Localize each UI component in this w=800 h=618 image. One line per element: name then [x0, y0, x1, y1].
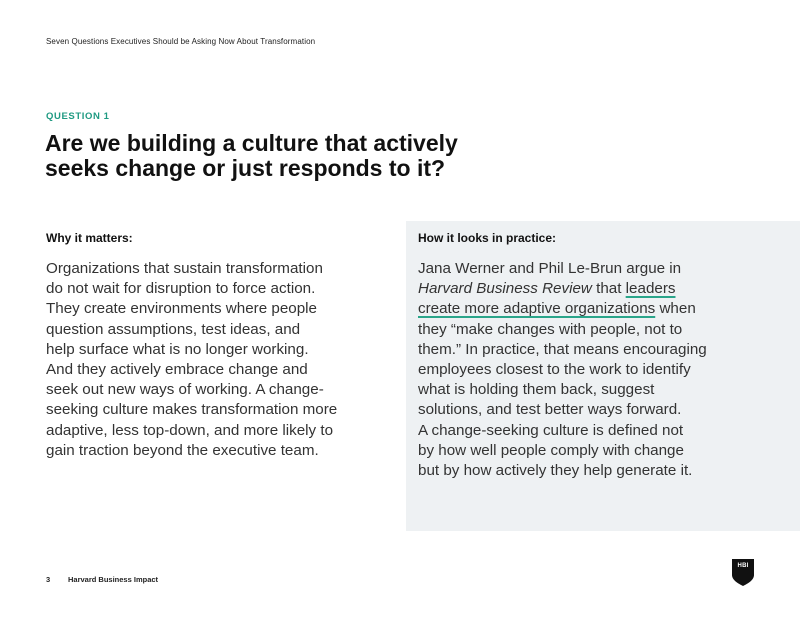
hbr-article-link-continued[interactable]: create more adaptive organizations — [418, 300, 656, 318]
title-line: Are we building a culture that actively — [45, 130, 458, 156]
text-line: They create environments where people — [46, 300, 317, 318]
text-line: seek out new ways of working. A change- — [46, 381, 324, 399]
text-line: them.” In practice, that means encouraging — [418, 340, 707, 358]
why-it-matters-column — [46, 231, 376, 461]
text-line: adaptive, less top-down, and more likely to — [46, 421, 334, 439]
text-line: question assumptions, test ideas, and — [46, 320, 301, 338]
question-title — [45, 131, 605, 181]
how-it-looks-text — [418, 259, 748, 481]
text-line: do not wait for disruption to force action. — [46, 280, 316, 298]
text-line: Jana Werner and Phil Le-Brun argue in — [418, 260, 682, 277]
text-line: Organizations that sustain transformation — [46, 260, 323, 277]
running-header: Seven Questions Executives Should be Asking Now About Transformation — [46, 37, 316, 46]
text-line: And they actively embrace change and — [46, 361, 308, 379]
why-it-matters-label: Why it matters: — [46, 231, 133, 245]
text-line: solutions, and test better ways forward. — [418, 401, 682, 419]
logo-text: HBI — [737, 563, 749, 569]
text-line: A change-seeking culture is defined not — [418, 421, 684, 439]
publication-name: Harvard Business Review — [418, 280, 592, 298]
why-it-matters-text — [46, 259, 376, 461]
text-line: but by how actively they help generate it. — [418, 462, 693, 480]
title-line: seeks change or just responds to it? — [45, 155, 446, 181]
page-number: 3 — [46, 575, 51, 584]
text-line: they “make changes with people, not to — [418, 320, 683, 338]
question-kicker: QUESTION 1 — [46, 111, 110, 122]
footer-brand: Harvard Business Impact — [68, 575, 159, 584]
text-line: seeking culture makes transformation more — [46, 401, 338, 419]
text-fragment: that — [591, 280, 626, 298]
text-line — [418, 299, 748, 319]
text-line: what is holding them back, suggest — [418, 381, 655, 399]
text-line: help surface what is no longer working. — [46, 340, 309, 358]
text-line: gain traction beyond the executive team. — [46, 441, 319, 459]
text-line: employees closest to the work to identify — [418, 361, 691, 379]
how-it-looks-label: How it looks in practice: — [418, 231, 557, 245]
text-line — [418, 279, 748, 299]
hbr-article-link[interactable]: leaders — [625, 280, 676, 298]
text-line: by how well people comply with change — [418, 441, 684, 459]
how-it-looks-column — [418, 231, 748, 481]
text-fragment: when — [655, 300, 696, 318]
shield-logo-icon — [732, 559, 754, 586]
